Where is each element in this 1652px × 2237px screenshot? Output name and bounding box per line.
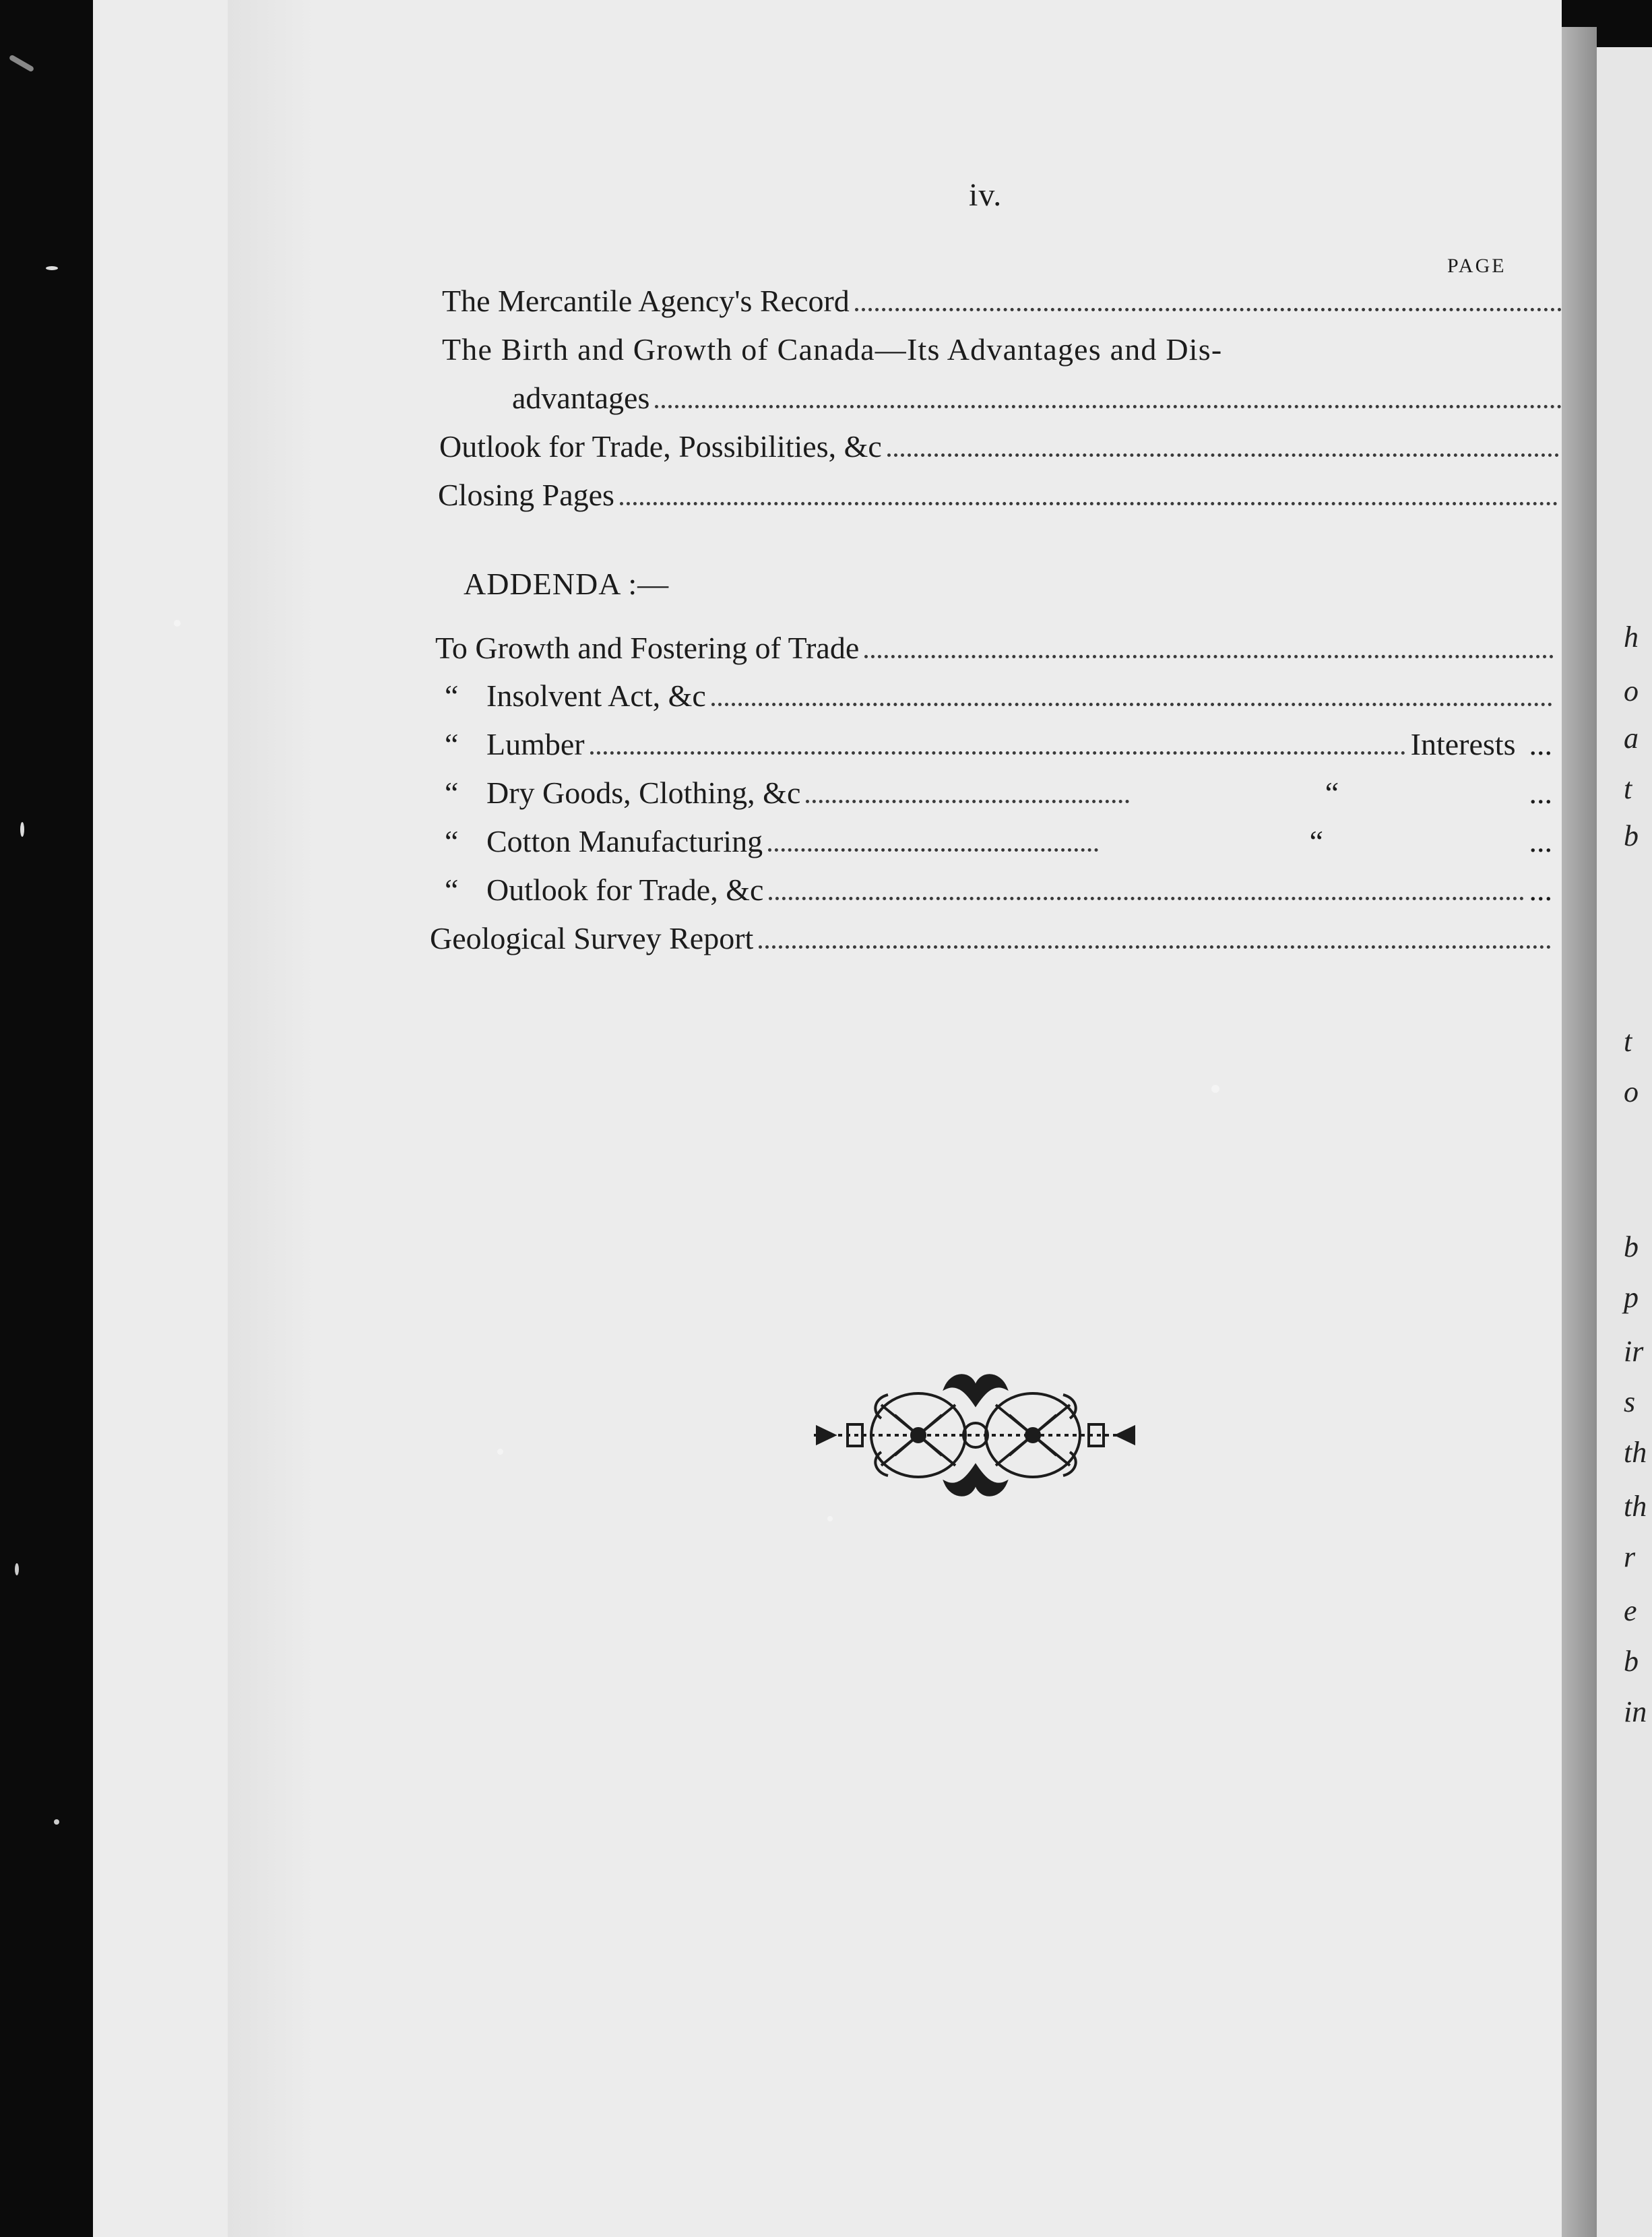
addenda-entry: “ Dry Goods, Clothing, &c “ ... [445,775,1612,811]
ditto-mark: “ [445,824,459,858]
addenda-entry [445,678,1612,714]
dot-leader [655,397,1562,408]
scan-speck [20,822,24,837]
scan-speck [54,1819,59,1825]
facing-page-edge [1597,47,1652,2237]
scan-speck [9,55,35,73]
facing-page-fragment: h [1624,621,1639,654]
dot-leader [768,840,1098,852]
facing-page-fragment: t [1624,1025,1632,1058]
addenda-entry-title: Lumber [486,727,585,761]
addenda-entry [430,920,1610,956]
ditto-mark: “ [445,776,459,810]
ditto-mark: “ [445,873,459,907]
dot-leader [711,695,1552,706]
addenda-entry: “ Outlook for Trade, &c ... [445,872,1612,908]
dot-leader [759,937,1551,949]
dot-leader [620,494,1558,505]
addenda-entry-note: “ [1325,776,1339,810]
page-column-header: PAGE [1447,255,1506,277]
addenda-entry-title: Outlook for Trade, &c [486,873,764,907]
addenda-entry: “ Lumber Interests ... [445,726,1612,762]
toc-entry [442,283,1621,319]
addenda-entry-title: Insolvent Act, &c [486,679,706,713]
toc-entry [439,429,1618,464]
scan-speck [46,266,58,270]
toc-entry-title: Closing Pages [438,478,614,512]
scan-speck [174,620,181,627]
facing-page-fragment: o [1624,1075,1639,1108]
addenda-entry-title: To Growth and Fostering of Trade [435,631,860,665]
facing-page-fragment: b [1624,819,1639,852]
page-edge-shadow [1562,27,1597,2237]
toc-entry-title-line1: The Birth and Growth of Canada—Its Advantages and Dis- [442,332,1223,367]
facing-page-fragment: th [1624,1490,1647,1523]
scan-speck [1211,1085,1219,1093]
addenda-entry-note: “ [1309,824,1323,858]
facing-page-fragment: s [1624,1385,1636,1418]
ditto-mark: “ [445,727,459,761]
addenda-entry [435,630,1613,666]
dot-leader [806,792,1129,803]
dot-leader [769,889,1523,900]
facing-page-fragment: ir [1624,1335,1644,1368]
addenda-entry-note: Interests [1410,727,1516,761]
scan-speck [827,1516,833,1521]
toc-entry-title: Outlook for Trade, Possibilities, &c [439,429,882,464]
dot-leader [855,300,1562,311]
ditto-mark: “ [445,679,459,713]
facing-page-fragment: t [1624,772,1632,805]
fleuron-ornament-icon [807,1368,1144,1503]
dot-leader [864,647,1554,658]
toc-entry [512,380,1621,416]
facing-page-fragment: e [1624,1594,1637,1627]
addenda-entry-title: Cotton Manufacturing [486,824,763,858]
facing-page-fragment: b [1624,1645,1639,1678]
scan-speck [15,1563,19,1575]
toc-entry-title-line2: advantages [512,381,650,415]
facing-page-fragment: b [1624,1230,1639,1263]
toc-entry-title: The Mercantile Agency's Record [442,284,850,318]
facing-page-fragment: th [1624,1436,1647,1469]
page-gutter [228,0,315,2237]
facing-page-fragment: a [1624,722,1639,755]
facing-page-fragment: r [1624,1540,1636,1573]
facing-page-fragment: o [1624,674,1639,707]
facing-page-fragment: p [1624,1281,1639,1314]
addenda-entry-title: Dry Goods, Clothing, &c [486,776,801,810]
page-folio: iv. [969,177,1003,213]
scan-speck [497,1449,503,1455]
dot-leader [590,743,1405,755]
addenda-heading: ADDENDA :— [464,567,670,601]
toc-entry [438,477,1617,513]
facing-page-fragment: in [1624,1695,1647,1728]
book-page [93,0,1562,2237]
dot-leader [887,445,1559,457]
addenda-entry: “ Cotton Manufacturing “ ... [445,823,1612,859]
addenda-entry-title: Geological Survey Report [430,921,754,955]
